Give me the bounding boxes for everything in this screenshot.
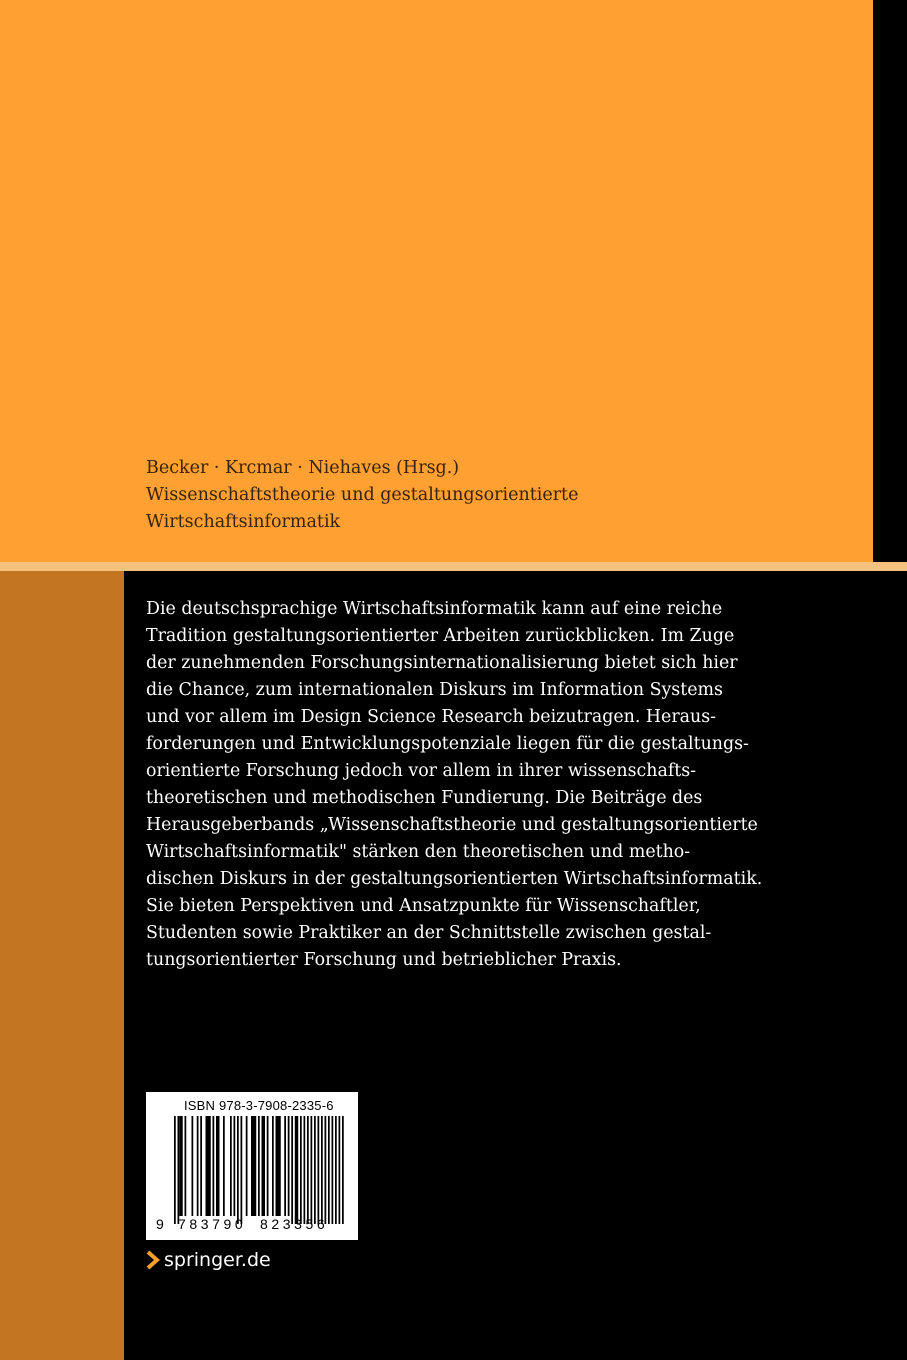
chevron-right-icon <box>146 1250 160 1270</box>
blurb-line: theoretischen und methodischen Fundierung. Die Beiträge des <box>146 788 703 808</box>
publisher-link[interactable] <box>146 1246 271 1274</box>
blurb-text <box>146 596 776 974</box>
blurb-line: Sie bieten Perspektiven und Ansatzpunkte für Wissenschaftler, <box>146 896 701 916</box>
barcode-digits-left: 783790 <box>178 1216 247 1232</box>
blurb-line: Herausgeberbands „Wissenschaftstheorie und gestaltungsorientierte <box>146 815 758 835</box>
top-right-strip <box>873 0 907 562</box>
book-title-line-2: Wirtschaftsinformatik <box>146 512 341 532</box>
authors: Becker · Krcmar · Niehaves (Hrsg.) <box>146 458 460 478</box>
blurb-line: die Chance, zum internationalen Diskurs im Information Systems <box>146 680 723 700</box>
blurb-line: orientierte Forschung jedoch vor allem in ihrer wissenschafts- <box>146 761 697 781</box>
barcode-bars <box>172 1116 346 1224</box>
barcode-digits-right: 823356 <box>260 1216 329 1232</box>
barcode-digit-first: 9 <box>156 1216 164 1232</box>
blurb-line: und vor allem im Design Science Research beizutragen. Heraus- <box>146 707 717 727</box>
divider-line <box>0 562 907 571</box>
isbn-barcode <box>146 1092 358 1240</box>
book-title-line-1: Wissenschaftstheorie und gestaltungsorientierte <box>146 485 579 505</box>
blurb-line: dischen Diskurs in der gestaltungsorientierten Wirtschaftsinformatik. <box>146 869 763 889</box>
blurb-line: Tradition gestaltungsorientierter Arbeiten zurückblicken. Im Zuge <box>146 626 735 646</box>
blurb-line: Wirtschaftsinformatik" stärken den theoretischen und metho- <box>146 842 691 862</box>
blurb-line: forderungen und Entwicklungspotenziale liegen für die gestaltungs- <box>146 734 749 754</box>
left-strip <box>0 571 124 1360</box>
blurb-line: Die deutschsprachige Wirtschaftsinformatik kann auf eine reiche <box>146 599 723 619</box>
blurb-line: tungsorientierter Forschung und betrieblicher Praxis. <box>146 950 622 970</box>
isbn-label: ISBN 978-3-7908-2335-6 <box>184 1098 334 1113</box>
blurb-line: der zunehmenden Forschungsinternationalisierung bietet sich hier <box>146 653 738 673</box>
blurb-line: Studenten sowie Praktiker an der Schnittstelle zwischen gestal- <box>146 923 712 943</box>
book-header <box>146 455 846 536</box>
publisher-site: springer.de <box>164 1249 271 1271</box>
